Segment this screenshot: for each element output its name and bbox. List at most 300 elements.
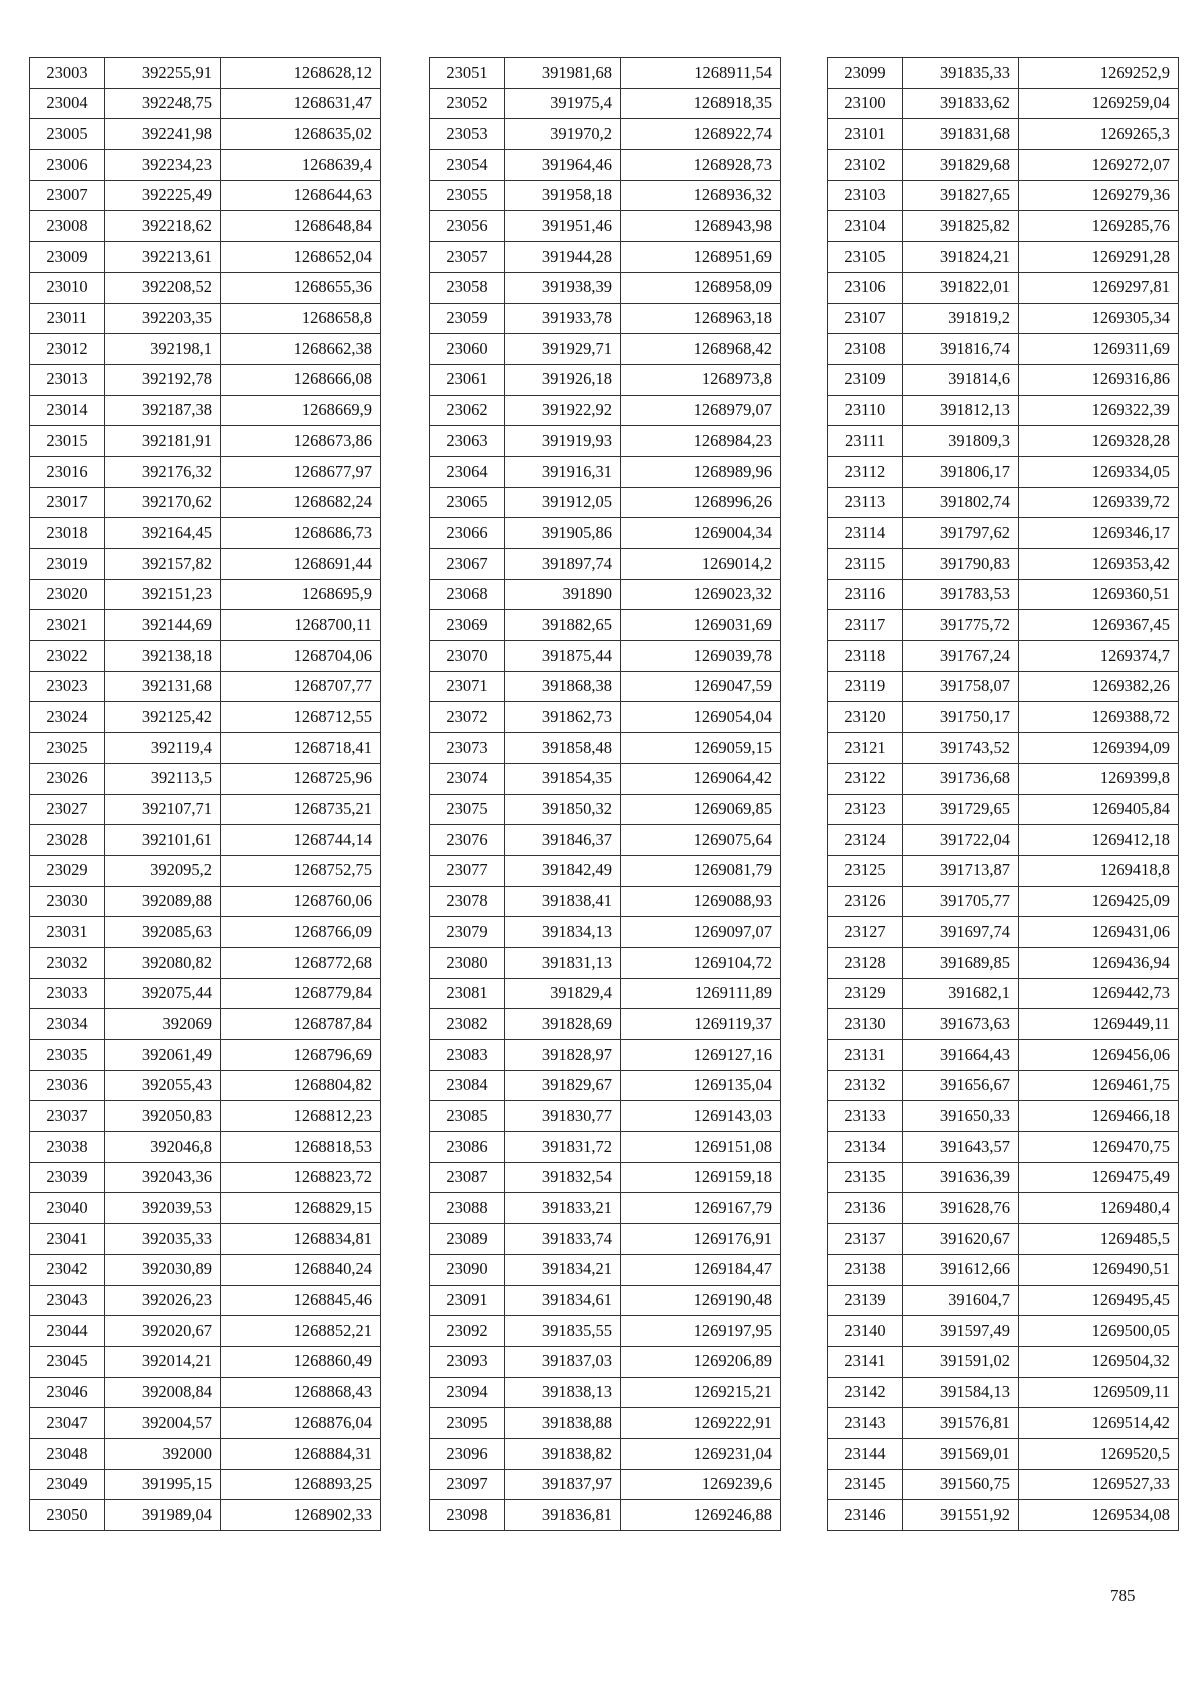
y-coordinate-cell: 1268677,97 bbox=[221, 456, 381, 487]
y-coordinate-cell: 1268682,24 bbox=[221, 487, 381, 518]
point-id-cell: 23139 bbox=[828, 1285, 903, 1316]
x-coordinate-cell: 392055,43 bbox=[105, 1070, 221, 1101]
table-row bbox=[430, 1254, 781, 1285]
x-coordinate-cell: 392113,5 bbox=[105, 763, 221, 794]
point-id-cell: 23081 bbox=[430, 978, 505, 1009]
y-coordinate-cell: 1268818,53 bbox=[221, 1132, 381, 1163]
table-row bbox=[430, 211, 781, 242]
point-id-cell: 23015 bbox=[30, 426, 105, 457]
point-id-cell: 23040 bbox=[30, 1193, 105, 1224]
y-coordinate-cell: 1268973,8 bbox=[621, 364, 781, 395]
table-row bbox=[30, 1500, 381, 1531]
x-coordinate-cell: 391689,85 bbox=[903, 947, 1019, 978]
y-coordinate-cell: 1268652,04 bbox=[221, 242, 381, 273]
x-coordinate-cell: 391837,03 bbox=[505, 1346, 621, 1377]
point-id-cell: 23027 bbox=[30, 794, 105, 825]
table-row bbox=[30, 1224, 381, 1255]
x-coordinate-cell: 391673,63 bbox=[903, 1009, 1019, 1040]
y-coordinate-cell: 1268658,8 bbox=[221, 303, 381, 334]
table-row bbox=[30, 978, 381, 1009]
x-coordinate-cell: 391958,18 bbox=[505, 180, 621, 211]
table-row bbox=[30, 610, 381, 641]
point-id-cell: 23022 bbox=[30, 641, 105, 672]
x-coordinate-cell: 391736,68 bbox=[903, 763, 1019, 794]
table-row bbox=[430, 180, 781, 211]
y-coordinate-cell: 1269461,75 bbox=[1019, 1070, 1179, 1101]
point-id-cell: 23073 bbox=[430, 733, 505, 764]
y-coordinate-cell: 1269442,73 bbox=[1019, 978, 1179, 1009]
point-id-cell: 23131 bbox=[828, 1040, 903, 1071]
y-coordinate-cell: 1269311,69 bbox=[1019, 334, 1179, 365]
y-coordinate-cell: 1269285,76 bbox=[1019, 211, 1179, 242]
x-coordinate-cell: 391981,68 bbox=[505, 58, 621, 89]
table-row bbox=[30, 641, 381, 672]
table-row bbox=[828, 303, 1179, 334]
table-row bbox=[828, 1101, 1179, 1132]
x-coordinate-cell: 391576,81 bbox=[903, 1408, 1019, 1439]
x-coordinate-cell: 391783,53 bbox=[903, 579, 1019, 610]
y-coordinate-cell: 1268845,46 bbox=[221, 1285, 381, 1316]
point-id-cell: 23118 bbox=[828, 641, 903, 672]
x-coordinate-cell: 391882,65 bbox=[505, 610, 621, 641]
x-coordinate-cell: 391897,74 bbox=[505, 549, 621, 580]
point-id-cell: 23021 bbox=[30, 610, 105, 641]
y-coordinate-cell: 1268772,68 bbox=[221, 947, 381, 978]
y-coordinate-cell: 1268669,9 bbox=[221, 395, 381, 426]
table-row bbox=[828, 395, 1179, 426]
y-coordinate-cell: 1268735,21 bbox=[221, 794, 381, 825]
table-row bbox=[828, 1346, 1179, 1377]
x-coordinate-cell: 392004,57 bbox=[105, 1408, 221, 1439]
point-id-cell: 23115 bbox=[828, 549, 903, 580]
x-coordinate-cell: 391837,97 bbox=[505, 1469, 621, 1500]
y-coordinate-cell: 1269490,51 bbox=[1019, 1254, 1179, 1285]
point-id-cell: 23145 bbox=[828, 1469, 903, 1500]
point-id-cell: 23132 bbox=[828, 1070, 903, 1101]
point-id-cell: 23119 bbox=[828, 671, 903, 702]
point-id-cell: 23117 bbox=[828, 610, 903, 641]
table-row bbox=[828, 978, 1179, 1009]
table-row bbox=[430, 610, 781, 641]
point-id-cell: 23026 bbox=[30, 763, 105, 794]
point-id-cell: 23019 bbox=[30, 549, 105, 580]
point-id-cell: 23011 bbox=[30, 303, 105, 334]
y-coordinate-cell: 1269527,33 bbox=[1019, 1469, 1179, 1500]
y-coordinate-cell: 1268911,54 bbox=[621, 58, 781, 89]
point-id-cell: 23121 bbox=[828, 733, 903, 764]
point-id-cell: 23008 bbox=[30, 211, 105, 242]
y-coordinate-cell: 1269088,93 bbox=[621, 886, 781, 917]
point-id-cell: 23013 bbox=[30, 364, 105, 395]
y-coordinate-cell: 1268631,47 bbox=[221, 88, 381, 119]
point-id-cell: 23104 bbox=[828, 211, 903, 242]
table-row bbox=[828, 150, 1179, 181]
x-coordinate-cell: 391612,66 bbox=[903, 1254, 1019, 1285]
y-coordinate-cell: 1268928,73 bbox=[621, 150, 781, 181]
table-row bbox=[430, 579, 781, 610]
point-id-cell: 23059 bbox=[430, 303, 505, 334]
table-row bbox=[430, 242, 781, 273]
point-id-cell: 23049 bbox=[30, 1469, 105, 1500]
y-coordinate-cell: 1268718,41 bbox=[221, 733, 381, 764]
y-coordinate-cell: 1269239,6 bbox=[621, 1469, 781, 1500]
table-row bbox=[430, 58, 781, 89]
y-coordinate-cell: 1268936,32 bbox=[621, 180, 781, 211]
x-coordinate-cell: 391868,38 bbox=[505, 671, 621, 702]
x-coordinate-cell: 391620,67 bbox=[903, 1224, 1019, 1255]
table-row bbox=[828, 917, 1179, 948]
y-coordinate-cell: 1269031,69 bbox=[621, 610, 781, 641]
y-coordinate-cell: 1269480,4 bbox=[1019, 1193, 1179, 1224]
point-id-cell: 23108 bbox=[828, 334, 903, 365]
x-coordinate-cell: 392101,61 bbox=[105, 825, 221, 856]
x-coordinate-cell: 391995,15 bbox=[105, 1469, 221, 1500]
table-row bbox=[828, 1254, 1179, 1285]
table-row bbox=[30, 1193, 381, 1224]
point-id-cell: 23056 bbox=[430, 211, 505, 242]
x-coordinate-cell: 391825,82 bbox=[903, 211, 1019, 242]
y-coordinate-cell: 1269485,5 bbox=[1019, 1224, 1179, 1255]
point-id-cell: 23074 bbox=[430, 763, 505, 794]
point-id-cell: 23122 bbox=[828, 763, 903, 794]
table-row bbox=[30, 88, 381, 119]
point-id-cell: 23028 bbox=[30, 825, 105, 856]
x-coordinate-cell: 391829,68 bbox=[903, 150, 1019, 181]
x-coordinate-cell: 391775,72 bbox=[903, 610, 1019, 641]
coordinate-table-2 bbox=[429, 57, 781, 1531]
table-row bbox=[828, 671, 1179, 702]
point-id-cell: 23072 bbox=[430, 702, 505, 733]
y-coordinate-cell: 1269339,72 bbox=[1019, 487, 1179, 518]
point-id-cell: 23079 bbox=[430, 917, 505, 948]
table-row bbox=[30, 364, 381, 395]
table-row bbox=[430, 1162, 781, 1193]
table-row bbox=[828, 518, 1179, 549]
y-coordinate-cell: 1269259,04 bbox=[1019, 88, 1179, 119]
y-coordinate-cell: 1269111,89 bbox=[621, 978, 781, 1009]
table-row bbox=[828, 1009, 1179, 1040]
x-coordinate-cell: 392125,42 bbox=[105, 702, 221, 733]
x-coordinate-cell: 392181,91 bbox=[105, 426, 221, 457]
table-row bbox=[430, 1009, 781, 1040]
x-coordinate-cell: 392089,88 bbox=[105, 886, 221, 917]
y-coordinate-cell: 1269534,08 bbox=[1019, 1500, 1179, 1531]
x-coordinate-cell: 392014,21 bbox=[105, 1346, 221, 1377]
point-id-cell: 23110 bbox=[828, 395, 903, 426]
table-row bbox=[828, 733, 1179, 764]
point-id-cell: 23006 bbox=[30, 150, 105, 181]
y-coordinate-cell: 1268766,09 bbox=[221, 917, 381, 948]
x-coordinate-cell: 392234,23 bbox=[105, 150, 221, 181]
point-id-cell: 23130 bbox=[828, 1009, 903, 1040]
point-id-cell: 23090 bbox=[430, 1254, 505, 1285]
table-row bbox=[430, 456, 781, 487]
point-id-cell: 23009 bbox=[30, 242, 105, 273]
table-row bbox=[828, 1377, 1179, 1408]
y-coordinate-cell: 1269374,7 bbox=[1019, 641, 1179, 672]
point-id-cell: 23089 bbox=[430, 1224, 505, 1255]
table-row bbox=[30, 1254, 381, 1285]
y-coordinate-cell: 1269449,11 bbox=[1019, 1009, 1179, 1040]
y-coordinate-cell: 1268989,96 bbox=[621, 456, 781, 487]
x-coordinate-cell: 391822,01 bbox=[903, 272, 1019, 303]
y-coordinate-cell: 1268691,44 bbox=[221, 549, 381, 580]
y-coordinate-cell: 1268852,21 bbox=[221, 1316, 381, 1347]
point-id-cell: 23101 bbox=[828, 119, 903, 150]
point-id-cell: 23053 bbox=[430, 119, 505, 150]
y-coordinate-cell: 1269520,5 bbox=[1019, 1438, 1179, 1469]
x-coordinate-cell: 392061,49 bbox=[105, 1040, 221, 1071]
table-row bbox=[430, 150, 781, 181]
table-row bbox=[828, 1132, 1179, 1163]
x-coordinate-cell: 391835,33 bbox=[903, 58, 1019, 89]
table-row bbox=[30, 579, 381, 610]
y-coordinate-cell: 1269509,11 bbox=[1019, 1377, 1179, 1408]
point-id-cell: 23060 bbox=[430, 334, 505, 365]
y-coordinate-cell: 1269456,06 bbox=[1019, 1040, 1179, 1071]
table-row bbox=[430, 733, 781, 764]
x-coordinate-cell: 392008,84 bbox=[105, 1377, 221, 1408]
point-id-cell: 23100 bbox=[828, 88, 903, 119]
table-row bbox=[828, 702, 1179, 733]
point-id-cell: 23091 bbox=[430, 1285, 505, 1316]
point-id-cell: 23016 bbox=[30, 456, 105, 487]
x-coordinate-cell: 392144,69 bbox=[105, 610, 221, 641]
x-coordinate-cell: 392192,78 bbox=[105, 364, 221, 395]
table-row bbox=[30, 1040, 381, 1071]
table-row bbox=[828, 549, 1179, 580]
point-id-cell: 23143 bbox=[828, 1408, 903, 1439]
y-coordinate-cell: 1268796,69 bbox=[221, 1040, 381, 1071]
y-coordinate-cell: 1269504,32 bbox=[1019, 1346, 1179, 1377]
y-coordinate-cell: 1268673,86 bbox=[221, 426, 381, 457]
x-coordinate-cell: 391829,4 bbox=[505, 978, 621, 1009]
x-coordinate-cell: 392035,33 bbox=[105, 1224, 221, 1255]
x-coordinate-cell: 391814,6 bbox=[903, 364, 1019, 395]
table-row bbox=[430, 886, 781, 917]
x-coordinate-cell: 391919,93 bbox=[505, 426, 621, 457]
x-coordinate-cell: 392046,8 bbox=[105, 1132, 221, 1163]
y-coordinate-cell: 1268648,84 bbox=[221, 211, 381, 242]
table-row bbox=[828, 825, 1179, 856]
y-coordinate-cell: 1269190,48 bbox=[621, 1285, 781, 1316]
x-coordinate-cell: 391722,04 bbox=[903, 825, 1019, 856]
x-coordinate-cell: 391591,02 bbox=[903, 1346, 1019, 1377]
point-id-cell: 23116 bbox=[828, 579, 903, 610]
x-coordinate-cell: 392187,38 bbox=[105, 395, 221, 426]
x-coordinate-cell: 391938,39 bbox=[505, 272, 621, 303]
y-coordinate-cell: 1268984,23 bbox=[621, 426, 781, 457]
table-row bbox=[430, 1070, 781, 1101]
x-coordinate-cell: 391834,21 bbox=[505, 1254, 621, 1285]
y-coordinate-cell: 1268779,84 bbox=[221, 978, 381, 1009]
y-coordinate-cell: 1268922,74 bbox=[621, 119, 781, 150]
y-coordinate-cell: 1269184,47 bbox=[621, 1254, 781, 1285]
y-coordinate-cell: 1269466,18 bbox=[1019, 1101, 1179, 1132]
point-id-cell: 23097 bbox=[430, 1469, 505, 1500]
point-id-cell: 23112 bbox=[828, 456, 903, 487]
x-coordinate-cell: 391834,61 bbox=[505, 1285, 621, 1316]
table-row bbox=[828, 456, 1179, 487]
point-id-cell: 23123 bbox=[828, 794, 903, 825]
point-id-cell: 23082 bbox=[430, 1009, 505, 1040]
y-coordinate-cell: 1269297,81 bbox=[1019, 272, 1179, 303]
x-coordinate-cell: 391597,49 bbox=[903, 1316, 1019, 1347]
point-id-cell: 23125 bbox=[828, 855, 903, 886]
x-coordinate-cell: 391926,18 bbox=[505, 364, 621, 395]
x-coordinate-cell: 392241,98 bbox=[105, 119, 221, 150]
table-row bbox=[30, 1285, 381, 1316]
table-row bbox=[430, 825, 781, 856]
x-coordinate-cell: 391824,21 bbox=[903, 242, 1019, 273]
x-coordinate-cell: 391834,13 bbox=[505, 917, 621, 948]
table-row bbox=[430, 487, 781, 518]
point-id-cell: 23111 bbox=[828, 426, 903, 457]
y-coordinate-cell: 1268704,06 bbox=[221, 641, 381, 672]
point-id-cell: 23126 bbox=[828, 886, 903, 917]
x-coordinate-cell: 392248,75 bbox=[105, 88, 221, 119]
y-coordinate-cell: 1268918,35 bbox=[621, 88, 781, 119]
y-coordinate-cell: 1268868,43 bbox=[221, 1377, 381, 1408]
x-coordinate-cell: 391816,74 bbox=[903, 334, 1019, 365]
table-row bbox=[828, 1224, 1179, 1255]
y-coordinate-cell: 1268823,72 bbox=[221, 1162, 381, 1193]
table-row bbox=[30, 794, 381, 825]
point-id-cell: 23046 bbox=[30, 1377, 105, 1408]
point-id-cell: 23043 bbox=[30, 1285, 105, 1316]
y-coordinate-cell: 1268893,25 bbox=[221, 1469, 381, 1500]
x-coordinate-cell: 391833,74 bbox=[505, 1224, 621, 1255]
x-coordinate-cell: 391832,54 bbox=[505, 1162, 621, 1193]
table-row bbox=[828, 855, 1179, 886]
table-row bbox=[430, 1438, 781, 1469]
table-row bbox=[828, 58, 1179, 89]
y-coordinate-cell: 1269167,79 bbox=[621, 1193, 781, 1224]
x-coordinate-cell: 392030,89 bbox=[105, 1254, 221, 1285]
y-coordinate-cell: 1268635,02 bbox=[221, 119, 381, 150]
point-id-cell: 23103 bbox=[828, 180, 903, 211]
point-id-cell: 23036 bbox=[30, 1070, 105, 1101]
point-id-cell: 23010 bbox=[30, 272, 105, 303]
x-coordinate-cell: 391643,57 bbox=[903, 1132, 1019, 1163]
table-row bbox=[828, 1285, 1179, 1316]
y-coordinate-cell: 1269081,79 bbox=[621, 855, 781, 886]
table-row bbox=[430, 855, 781, 886]
x-coordinate-cell: 391705,77 bbox=[903, 886, 1019, 917]
table-row bbox=[828, 1408, 1179, 1439]
y-coordinate-cell: 1269143,03 bbox=[621, 1101, 781, 1132]
table-row bbox=[30, 1346, 381, 1377]
point-id-cell: 23092 bbox=[430, 1316, 505, 1347]
table-row bbox=[30, 426, 381, 457]
table-row bbox=[30, 1408, 381, 1439]
point-id-cell: 23068 bbox=[430, 579, 505, 610]
point-id-cell: 23137 bbox=[828, 1224, 903, 1255]
table-row bbox=[430, 1285, 781, 1316]
point-id-cell: 23105 bbox=[828, 242, 903, 273]
table-row bbox=[30, 947, 381, 978]
y-coordinate-cell: 1268968,42 bbox=[621, 334, 781, 365]
table-row bbox=[30, 886, 381, 917]
page-number: 785 bbox=[1110, 1586, 1136, 1605]
table-row bbox=[30, 1132, 381, 1163]
point-id-cell: 23077 bbox=[430, 855, 505, 886]
x-coordinate-cell: 392026,23 bbox=[105, 1285, 221, 1316]
y-coordinate-cell: 1268700,11 bbox=[221, 610, 381, 641]
table-row bbox=[828, 1040, 1179, 1071]
y-coordinate-cell: 1269334,05 bbox=[1019, 456, 1179, 487]
table-row bbox=[430, 1040, 781, 1071]
table-row bbox=[430, 1469, 781, 1500]
point-id-cell: 23127 bbox=[828, 917, 903, 948]
point-id-cell: 23133 bbox=[828, 1101, 903, 1132]
point-id-cell: 23080 bbox=[430, 947, 505, 978]
table-row bbox=[30, 395, 381, 426]
y-coordinate-cell: 1268644,63 bbox=[221, 180, 381, 211]
table-row bbox=[828, 1070, 1179, 1101]
x-coordinate-cell: 391970,2 bbox=[505, 119, 621, 150]
point-id-cell: 23014 bbox=[30, 395, 105, 426]
table-row bbox=[30, 1469, 381, 1500]
point-id-cell: 23045 bbox=[30, 1346, 105, 1377]
y-coordinate-cell: 1268876,04 bbox=[221, 1408, 381, 1439]
table-row bbox=[828, 487, 1179, 518]
point-id-cell: 23071 bbox=[430, 671, 505, 702]
x-coordinate-cell: 391551,92 bbox=[903, 1500, 1019, 1531]
point-id-cell: 23114 bbox=[828, 518, 903, 549]
y-coordinate-cell: 1269097,07 bbox=[621, 917, 781, 948]
x-coordinate-cell: 392138,18 bbox=[105, 641, 221, 672]
y-coordinate-cell: 1268958,09 bbox=[621, 272, 781, 303]
y-coordinate-cell: 1269412,18 bbox=[1019, 825, 1179, 856]
y-coordinate-cell: 1269127,16 bbox=[621, 1040, 781, 1071]
table-row bbox=[30, 917, 381, 948]
table-row bbox=[828, 426, 1179, 457]
x-coordinate-cell: 391833,62 bbox=[903, 88, 1019, 119]
table-row bbox=[30, 211, 381, 242]
point-id-cell: 23030 bbox=[30, 886, 105, 917]
table-row bbox=[828, 947, 1179, 978]
y-coordinate-cell: 1269360,51 bbox=[1019, 579, 1179, 610]
x-coordinate-cell: 392157,82 bbox=[105, 549, 221, 580]
y-coordinate-cell: 1268829,15 bbox=[221, 1193, 381, 1224]
table-row bbox=[30, 671, 381, 702]
table-row bbox=[30, 487, 381, 518]
x-coordinate-cell: 391656,67 bbox=[903, 1070, 1019, 1101]
point-id-cell: 23038 bbox=[30, 1132, 105, 1163]
table-row bbox=[430, 119, 781, 150]
y-coordinate-cell: 1269475,49 bbox=[1019, 1162, 1179, 1193]
table-row bbox=[430, 1132, 781, 1163]
x-coordinate-cell: 391833,21 bbox=[505, 1193, 621, 1224]
table-row bbox=[828, 272, 1179, 303]
x-coordinate-cell: 392225,49 bbox=[105, 180, 221, 211]
y-coordinate-cell: 1268686,73 bbox=[221, 518, 381, 549]
point-id-cell: 23058 bbox=[430, 272, 505, 303]
y-coordinate-cell: 1269151,08 bbox=[621, 1132, 781, 1163]
table-row bbox=[30, 1162, 381, 1193]
y-coordinate-cell: 1269023,32 bbox=[621, 579, 781, 610]
point-id-cell: 23052 bbox=[430, 88, 505, 119]
x-coordinate-cell: 391802,74 bbox=[903, 487, 1019, 518]
table-row bbox=[828, 180, 1179, 211]
table-row bbox=[828, 364, 1179, 395]
x-coordinate-cell: 391929,71 bbox=[505, 334, 621, 365]
table-row bbox=[828, 1162, 1179, 1193]
x-coordinate-cell: 391951,46 bbox=[505, 211, 621, 242]
table-row bbox=[430, 1346, 781, 1377]
x-coordinate-cell: 391916,31 bbox=[505, 456, 621, 487]
